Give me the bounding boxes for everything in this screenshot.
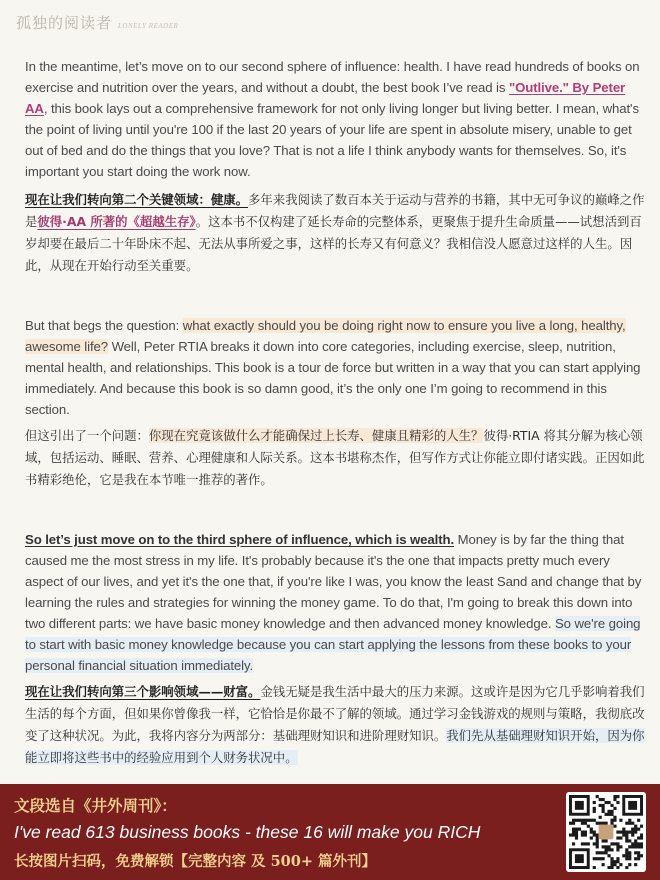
footer-cta: 长按图片扫码，免费解锁【完整内容 及 500+ 篇外刊】	[14, 853, 377, 870]
promo-footer	[0, 784, 660, 880]
brand-name-en: LONELY READER	[118, 22, 179, 30]
text-run: 多年来我阅读了数百本关于运动与营养的书籍，其中无可争议的巅峰之作是	[25, 192, 645, 229]
brand-name-cn: 孤独的阅读者	[16, 14, 113, 32]
qr-code-graphic	[569, 795, 643, 869]
paragraph-en	[25, 315, 645, 420]
paragraph-cn	[25, 189, 645, 277]
brand-header	[16, 12, 178, 33]
paragraph-cn	[25, 425, 645, 491]
text-run: 彼得·RTIA 将其分解为核心领域，包括运动、睡眠、营养、心理健康和人际关系。这本书堪称杰作，但写作方式让你能立即付诸实践。正因如此书精彩绝伦，它是我在本节唯一推荐的著作。	[25, 428, 645, 487]
book-link-outlive[interactable]: "Outlive." By Peter AA	[25, 80, 626, 116]
paragraph-cn	[25, 681, 645, 769]
highlight-text: 你现在究竟该做什么才能确保过上长寿、健康且精彩的人生？	[148, 428, 484, 443]
text-run: 金钱无疑是我生活中最大的压力来源。这或许是因为它几乎影响着我们生活的每个方面，但如果你曾像我一样，它恰恰是你最不了解的领域。通过学习金钱游戏的规则与策略，我彻底改变了这种状况。为此，我将内容分为两部分：基础理财知识和进阶理财知识。	[25, 684, 645, 743]
text-run: But that begs the question:	[25, 318, 183, 333]
text-run: Well, Peter RTIA breaks it down into core categories, including exercise, sleep, nutrition, mental health, and relationships. This book is a tour de force but written in a way that you can start applying immediately. And because this book is so damn good, it’s the only one I’m going to recommend in this section.	[25, 339, 641, 417]
footer-source-label: 文段选自《井外周刊》：	[14, 796, 177, 815]
highlight-text: 我们先从基础理财知识开始，因为你能立即将这些书中的经验应用到个人财务状况中。	[25, 728, 645, 765]
text-run: 但这引出了一个问题：	[25, 428, 149, 443]
qr-code-icon[interactable]	[566, 792, 646, 872]
footer-article-title: I've read 613 business books - these 16 will make you RICH	[14, 822, 481, 842]
en-lead-sentence: So let’s just move on to the third sphere of influence, which is wealth.	[25, 532, 455, 547]
article-body	[25, 56, 645, 769]
section-health-question	[25, 315, 645, 491]
text-run: In the meantime, let’s move on to our second sphere of influence: health. I have read hundreds of books on exercise and nutrition over the years, and without a doubt, the best book I’ve read is	[25, 59, 640, 95]
text-run: , this book lays out a comprehensive framework for not only living longer but living better. I mean, what's the point of living until you're 100 if the last 20 years of your life are spent in absolute misery, unable to get out of bed and do the things that you love? That is not a life I think anybody wants for themselves. So, it's important you start doing the work now.	[25, 101, 639, 179]
paragraph-en	[25, 56, 645, 182]
section-health	[25, 56, 645, 277]
text-run: Money is by far the thing that caused me the most stress in my life. It's probably because it's the one that impacts pretty much every aspect of our lives, and yet it's the one that, if you're like I was, you know the least Sand and change that by learning the rules and strategies for winning the money game. To do that, I'm going to break this down into two different parts: we have basic money knowledge and then advanced money knowledge.	[25, 532, 642, 631]
cn-lead-sentence: 现在让我们转向第三个影响领域——财富。	[25, 684, 261, 699]
cn-lead-sentence: 现在让我们转向第二个关键领域：健康。	[25, 192, 249, 207]
highlight-text: So we're going to start with basic money knowledge because you can start applying the lessons from these books to your personal financial situation immediately.	[25, 616, 641, 673]
paragraph-en	[25, 529, 645, 676]
highlight-text: what exactly should you be doing right now to ensure you live a long, healthy, awesome life?	[25, 318, 626, 354]
text-run: 。这本书不仅构建了延长寿命的完整体系，更聚焦于提升生命质量——试想活到百岁却要在最后二十年卧床不起、无法从事所爱之事，这样的长寿又有何意义？我相信没人愿意过这样的人生。因此，从现在开始行动至关重要。	[25, 214, 642, 273]
book-link-cn[interactable]: 彼得·AA 所著的《超越生存》	[37, 214, 196, 229]
section-wealth	[25, 529, 645, 769]
